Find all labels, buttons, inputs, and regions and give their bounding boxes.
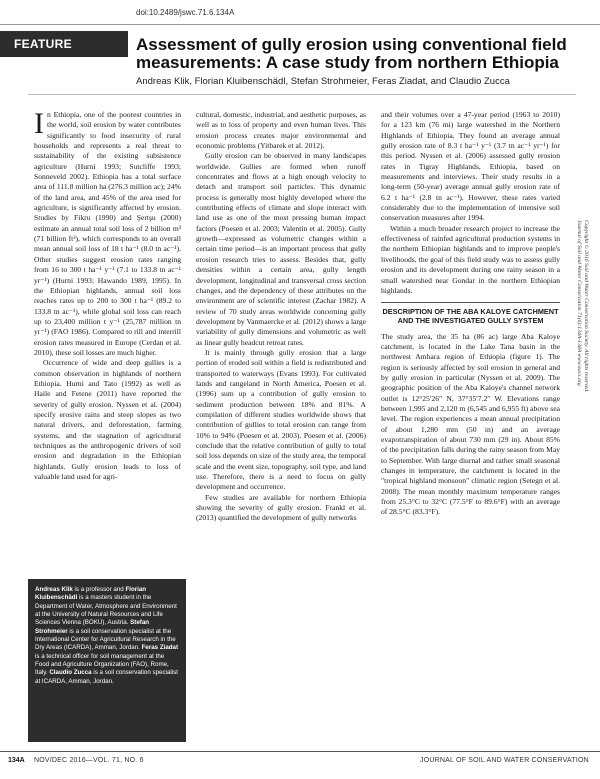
header-rule <box>0 24 600 25</box>
paragraph: Within a much broader research project to increase the effectiveness of rainfed agricultural production systems in the northern Ethiopian highlands and to improve people's livelihoods, the goal of this field study was to assess gully erosion and its development during one rainy season in a small watershed near Gondar in the northern Ethiopian highlands. <box>381 223 560 295</box>
column-1 <box>34 107 181 482</box>
bio-text: is a masters student in the Department of Water, Atmosphere and Environment at the University of Natural Resources and Life Sciences Vienna (BOKU), Austria. <box>35 594 177 627</box>
paragraph: Occurrence of wide and deep gullies is a common observation in highlands of northern Ethiopia. Hurni and Tato (1992) as well as Haile and Fetene (2011) have reported the severity of gully erosion. Nyssen et al. (2004) specify erosive rains and steep slopes as two natural drivers, and deforestation, farming systems, and the stagnation of agricultural techniques as the anthropogenic drivers of soil erosion and degradation in the Ethiopian highlands. Gully erosion leads to loss of valuable land used for agri- <box>34 358 181 482</box>
paragraph: Few studies are available for northern Ethiopia showing the severity of gully erosion. Frankl et al. (2013) quantified the development of gully networks <box>196 492 366 523</box>
journal-name: JOURNAL OF SOIL AND WATER CONSERVATION <box>420 757 589 764</box>
bio-text: is a professor and <box>72 586 126 593</box>
bio-name: Stefan Strohmeier <box>35 619 150 635</box>
citation-line: Journal of Soil and Water Conservation 71(6):134A-138A www.swcs.org <box>576 220 582 386</box>
author-rule <box>28 94 576 95</box>
intro-paragraph <box>34 107 181 358</box>
author-list: Andreas Klik, Florian Kluibenschädl, Stefan Strohmeier, Feras Ziadat, and Claudio Zucca <box>136 76 510 87</box>
article-title: Assessment of gully erosion using conventional field measurements: A case study from northern Ethiopia <box>136 35 567 72</box>
bio-name: Claudio Zucca <box>49 669 92 677</box>
paragraph: and their volumes over a 47-year period (1963 to 2010) for a 123 km (76 mi) large watershed in the Northern Highlands of Ethiopia. They found an average annual gully erosion rate of 8.3 t ha⁻¹ y⁻¹ (3.7 tn ac⁻¹ yr⁻¹) for this period. Nyssen et al. (2006) assessed gully erosion rates in Tigray Highlands, Ethiopia, based on measurements and interviews. Their study results in a long-term (50-year) average annual gully erosion rate of 6.2 t ha⁻¹ (2.8 tn ac⁻¹). However, these rates varied considerably due to the implementation of intensive soil conservation measures after 1994. <box>381 110 560 223</box>
intro-text: n Ethiopia, one of the poorest countries in the world, soil erosion by water contributes significantly to food insecurity of rural households and represents a real threat to sustainability of the existing subsistence agriculture (Hurni 1993; Sutcliffe 1993; Sonneveld 2002). Ethiopia has a total surface area of 111.8 million ha (276.3 million ac); 24% of the land area, and 45% of the area used for agriculture, is significantly affected by erosion. Studies by Fikru (1990) and Şertşu (2000) estimate an annual total soil loss of 2 billion m³ (71 billion ft³), which corresponds to an overall mean annual soil loss of 18 t ha⁻¹ (8.0 tn ac⁻¹). Other studies suggest erosion rates ranging from 16 to 300 t ha⁻¹ y⁻¹ (7.1 to 133.8 tn ac⁻¹ yr⁻¹) (Hurni 1993; Hawando 1989, 1995). In the Ethiopian highlands, annual soil loss reaches rates up to 200 to 300 t ha⁻¹ (89.2 to 133.8 tn ac⁻¹), while global soil loss can reach up to 23,400 million t y⁻¹ (25,787 million tn yr⁻¹) (FAO 1986). Compared to rill and interrill erosion rates measured in Europe (Cerdan et al. 2010), these soil losses are much higher. <box>34 110 181 357</box>
paragraph: The study area, the 35 ha (86 ac) large Aba Kaloye catchment, is located in the Lake Tana basin in the northwest Amhara region of Ethiopia (figure 1). The region is seriously affected by soil erosion in general and by gully erosion in particular (Nyssen et al. 2009). The geographic position of the Aba Kaloye's channel network outlet is 12°25′26″ N, 37°35′7.2″ W. Elevations range between 1,995 and 2,120 m (6,545 and 6,955 ft) above sea level. The region experiences a mean annual precipitation of about 1,280 mm (50 in) and an average evapotranspiration of about 730 mm (29 in). About 85% of the precipitation falls during the rainy season from May to September. With large diurnal and rather small seasonal changes in temperature, the catchment is located in the "tropical highland monsoon" climatic region (Setegn et al. 2008). The mean monthly maximum temperature ranges from 25.3°C to 32°C (77.5°F to 89.6°F) with an average of 28.5°C (83.3°F). <box>381 331 560 517</box>
section-heading: DESCRIPTION OF THE ABA KALOYE CATCHMENT AND THE INVESTIGATED GULLY SYSTEM <box>381 302 560 325</box>
column-2 <box>196 110 366 524</box>
issue-info: NOV/DEC 2016—VOL. 71, NO. 6 <box>34 757 144 764</box>
doi-text: doi:10.2489/jswc.71.6.134A <box>136 8 235 17</box>
paragraph: It is mainly through gully erosion that a large portion of eroded soil within a field is redistributed and transported to waterways (Evans 1993). For cultivated lands and rangeland in North America, Poesen et al. (1996) sum up a contribution of gully erosion to sediment production between 18% and 81%. A compilation of different studies worldwide shows that contribution of gullies to total erosion can range from 10% to 94% (Poesen et al. 2003). Poesen et al. (2006) conclude that the relative contribution of gully to total soil loss depends on size of the study area, the temporal scale and the event size, topography, soil type, and land use. Therefore, there is a need to focus on gully development and occurrence. <box>196 347 366 492</box>
page-number: 134A <box>8 757 25 764</box>
copyright-line: Copyright © 2016 Soil and Water Conservation Society. All rights reserved. <box>583 220 589 393</box>
drop-cap: I <box>34 107 44 140</box>
author-bio-box <box>28 579 186 742</box>
bio-name: Florian Kluibenschädl <box>35 586 147 602</box>
bio-name: Feras Ziadat <box>141 644 179 652</box>
paragraph: Gully erosion can be observed in many landscapes worldwide. Gullies are formed when runoff concentrates and flows at a high enough velocity to detach and transport soil particles. This dynamic process is generally most highly developed where the contributing effects of climate and slope interact with land use as one of the most pressing human impact factors (Poesen et al. 2003; Valentin et al. 2005). Gully growth—expressed as volumetric changes within a certain time period—is an important process that gully erosion research tries to assess. Besides that, gully densities within a certain area, gully length development, longitudinal and transversal cross section changes, and the dependency of these attributes on the environment are of scientific interest (Zachar 1982). A review of 70 study areas worldwide concerning gully development by Vanmaercke et al. (2012) shows a large variability of gully dimensions and volumetric as well as linear gully headcut retreat rates. <box>196 151 366 347</box>
bio-text: is a soil conservation specialist at the International Center for Agricultural Research in the Dry Areas (ICARDA), Amman, Jordan. <box>35 627 176 652</box>
bio-name: Andreas Klik <box>35 586 73 593</box>
paragraph: cultural, domestic, industrial, and aesthetic purposes, as well as to loss of property and even human lives. This erosion process creates major environmental and economic problems (Yitbarek et al. 2012). <box>196 110 366 151</box>
copyright-notice <box>575 220 589 393</box>
section-label: FEATURE <box>0 31 128 57</box>
bio-text: is a technical officer for soil management at the Food and Agriculture Organization (FAO), Rome, Italy. <box>35 652 169 677</box>
footer-rule <box>0 751 600 752</box>
bio-text: is a soil conservation specialist at ICARDA, Amman, Jordan. <box>35 669 178 685</box>
column-3 <box>381 110 560 518</box>
